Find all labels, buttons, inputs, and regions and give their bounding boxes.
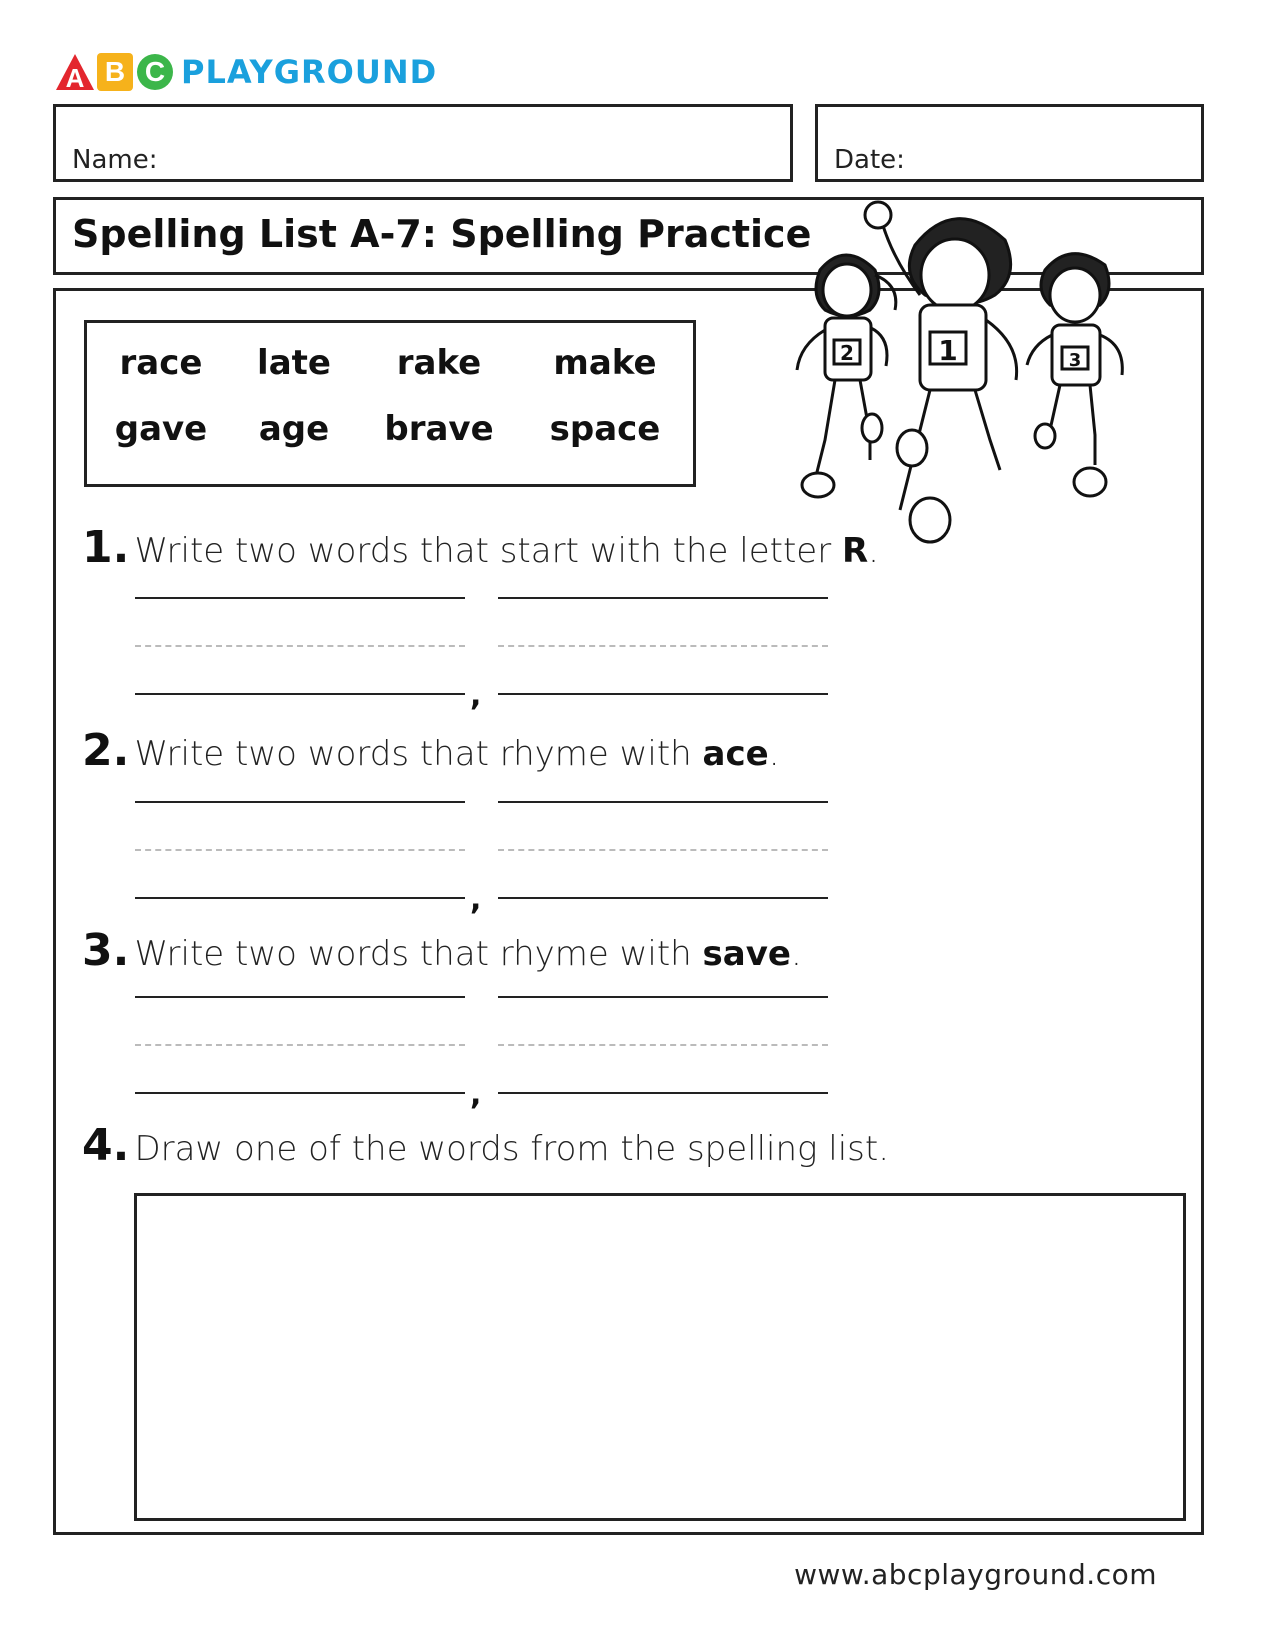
question-1 (82, 522, 879, 573)
question-number: 3. (82, 925, 130, 976)
word-item: late (257, 343, 331, 383)
running-kids-illustration (790, 200, 1175, 570)
answer-separator: , (470, 882, 482, 917)
word-item: brave (384, 409, 494, 449)
runner-right (1027, 254, 1122, 496)
question-text: Write two words that rhyme with ace. (134, 734, 780, 774)
footer-url[interactable]: www.abcplayground.com (794, 1558, 1157, 1591)
logo-letter-b: B (97, 53, 133, 91)
answer-line-1a[interactable] (135, 693, 465, 695)
answer-separator: , (470, 678, 482, 713)
question-number: 2. (82, 725, 130, 776)
word-item: rake (396, 343, 482, 383)
answer-line-2b[interactable] (498, 897, 828, 899)
logo-wordmark: PLAYGROUND (181, 53, 438, 91)
logo-letter-c: C (137, 54, 173, 90)
answer-separator: , (470, 1077, 482, 1112)
answer-line-1b[interactable] (498, 693, 828, 695)
name-label: Name: (72, 145, 158, 175)
question-3 (82, 925, 802, 976)
answer-guide-top (498, 996, 828, 998)
answer-guide-top (498, 597, 828, 599)
word-item: race (119, 343, 203, 383)
runner-left (797, 255, 896, 497)
answer-guide-mid (135, 645, 465, 647)
answer-guide-mid (135, 849, 465, 851)
page-title: Spelling List A-7: Spelling Practice (72, 212, 812, 256)
answer-line-3a[interactable] (135, 1092, 465, 1094)
word-item: space (549, 409, 661, 449)
spelling-word-list (84, 320, 696, 487)
question-text: Draw one of the words from the spelling list. (134, 1129, 889, 1169)
runner-center (865, 202, 1017, 542)
date-label: Date: (834, 145, 905, 175)
bib-number-2: 2 (840, 341, 854, 365)
question-number: 1. (82, 522, 130, 573)
answer-guide-mid (135, 1044, 465, 1046)
answer-line-3b[interactable] (498, 1092, 828, 1094)
answer-guide-mid (498, 645, 828, 647)
question-text: Write two words that rhyme with save. (134, 934, 802, 974)
date-field[interactable] (815, 104, 1204, 182)
svg-text:A: A (65, 63, 85, 91)
drawing-area[interactable] (134, 1193, 1186, 1521)
question-2 (82, 725, 780, 776)
question-text: Write two words that start with the letter R. (134, 531, 879, 571)
bib-number-1: 1 (938, 334, 958, 367)
question-number: 4. (82, 1120, 130, 1171)
word-item: make (553, 343, 657, 383)
question-4 (82, 1120, 889, 1171)
name-field[interactable] (53, 104, 793, 182)
answer-guide-mid (498, 1044, 828, 1046)
answer-guide-top (135, 597, 465, 599)
answer-guide-top (135, 996, 465, 998)
word-item: age (258, 409, 330, 449)
answer-guide-mid (498, 849, 828, 851)
logo-letter-a (55, 53, 95, 91)
abc-playground-logo (55, 52, 437, 92)
bib-number-3: 3 (1068, 350, 1082, 371)
word-item: gave (114, 409, 208, 449)
answer-guide-top (135, 801, 465, 803)
answer-guide-top (498, 801, 828, 803)
answer-line-2a[interactable] (135, 897, 465, 899)
